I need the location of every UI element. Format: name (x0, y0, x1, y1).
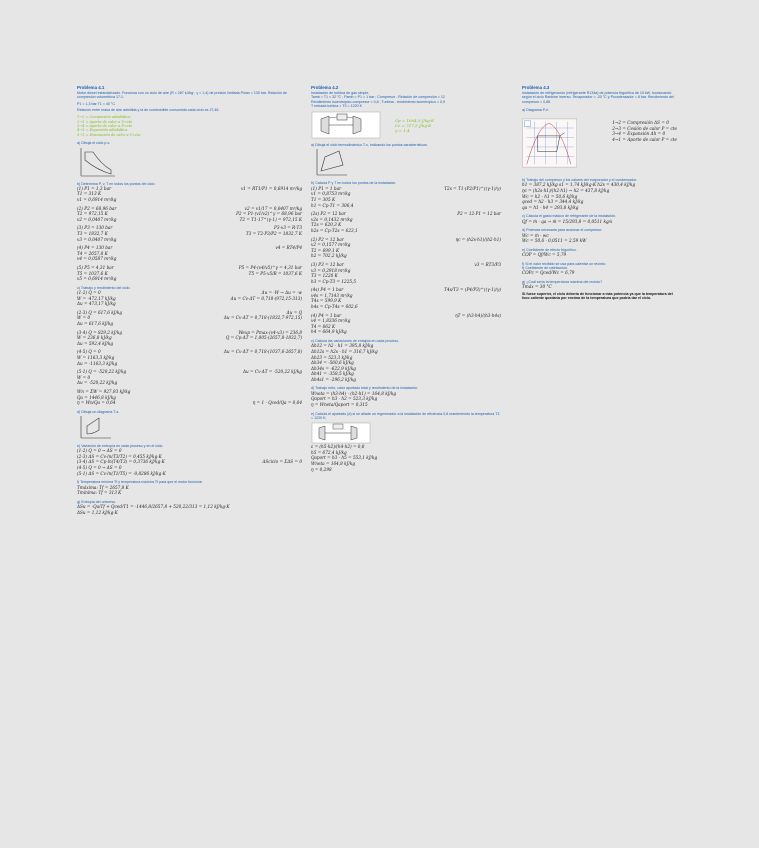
p41-c-lines (77, 290, 302, 406)
calc-line: Δh34 = -560,6 kJ/kg (311, 360, 354, 366)
p43-a-line: 4→1 = Aporte de calor P = cte (612, 136, 677, 142)
p42-sec-c: c) Calcula las variaciones de entalpía en cada proceso. (311, 339, 400, 344)
calc-left: W = 236,8 kJ/kg (77, 335, 112, 341)
calc-line: Δh34s = -622,9 kJ/kg (311, 365, 356, 371)
calc-line: Δh12 = h2 - h1 = 395,8 kJ/kg (311, 343, 374, 349)
p43-f-lines (522, 270, 677, 276)
calc-line: Wc = h2 - h1 = 50,6 kJ/kg (522, 193, 578, 199)
calc-left: Δu = 473,17 kJ/kg (77, 301, 116, 307)
calc-row (77, 237, 302, 243)
p43-a-line: 1→2 = Compresión ΔS = 0 (612, 120, 669, 126)
calc-line: Qaport = h3 - h2 = 523,3 kJ/kg (311, 396, 378, 402)
problem-4-1-column (77, 85, 302, 515)
p43-sec-a: a) Diagrama P-h (522, 107, 549, 112)
calc-line: Δh4s1 = -296,2 kJ/kg (311, 376, 356, 382)
p42-green-gamma: γ = 1,4 (395, 127, 410, 133)
calc-left: (4) P4 = 1 bar (311, 312, 342, 318)
calc-left: η = Wn/Qa = 0,64 (77, 400, 116, 406)
calc-left: v3 = 0,0407 m³/kg (77, 236, 117, 242)
calc-left: v2 = 0,0407 m³/kg (77, 216, 117, 222)
p42-b-lines (311, 186, 501, 335)
p42-sec-d: d) Trabajo neto, calor aportado total y rendimiento de la instalación. (311, 386, 419, 391)
p41-b-lines (77, 186, 302, 282)
calc-row (311, 304, 501, 310)
calc-left: (2-3) Q = 617,6 kJ/kg (77, 309, 123, 315)
calc-left: T5 = 1037,6 K (77, 270, 108, 276)
p41-green-note: 3→4 = Aporte de calor a P=cte (77, 124, 133, 128)
calc-left: h4 = 664,9 kJ/kg (311, 329, 347, 335)
p43-a-row (522, 112, 677, 174)
calc-left: (1) P1 = 1,3 bar (77, 185, 112, 191)
p43-sec-e: e) Coeficiente de efecto frigorífico. (522, 247, 577, 252)
calc-line: Wc = 50,6 · 0,0511 = 2,59 kW (522, 238, 587, 244)
calc-left: (5) P5 = 4,31 bar (77, 264, 114, 270)
calc-left: (1-2) Q = 0 → ΔS = 0 (77, 448, 122, 454)
p42-sec-e: e) Calcula el apartado (d) si se añade un regenerador a la instalación de eficiencia 0,8 manteniendo la temperatura T3 = 1220 K. (311, 411, 500, 420)
p41-g-line: ΔSu = -Qa/Tf + Qced/T1 = -1446,8/2657,8 + 520,22/313 = 1,12 kJ/kg·K (77, 504, 230, 510)
calc-left: h1 = Cp·T1 = 306,4 (311, 202, 354, 208)
calc-line: Δh23 = 523,3 kJ/kg (311, 354, 353, 360)
calc-left: W = 0 (77, 315, 91, 321)
calc-line: Qaport = h3 - h5 = 553,1 kJ/kg (311, 455, 378, 461)
p41-green-note: 4→5 = Expansión adiabática (77, 128, 128, 133)
calc-row (77, 301, 302, 307)
p42-green-cp: Cp = 1004,5 J/kg·K (395, 117, 434, 123)
calc-left: v2s = 0,1432 m³/kg (311, 216, 353, 222)
calc-line: ηc = (h2s-h1)/(h2-h1) → h2 = 437,8 kJ/kg (522, 188, 610, 194)
calc-right: P3·v3 = R·T3 (274, 225, 302, 231)
calc-left: (3-4) Q = 829,2 kJ/kg (77, 329, 123, 335)
calc-row (77, 400, 302, 406)
p42-c-lines (311, 343, 501, 382)
calc-left: h4s = Cp·T4s = 602,6 (311, 304, 358, 310)
calc-row (77, 256, 302, 262)
calc-left: (1-2) Q = 0 (77, 290, 101, 296)
p42-green-cv: Cv = 717,5 J/kg·K (395, 122, 432, 128)
p43-a-line: 2→3 = Cesión de calor P = cte (612, 125, 677, 131)
calc-left: T4s = 599,9 K (311, 298, 342, 304)
calc-left: T2 = 699,1 K (311, 247, 340, 253)
p41-title: Problema 4.1 (77, 85, 105, 90)
calc-left: (2s) P2 = 12 bar (311, 211, 346, 217)
calc-line: h1 = 387,2 kJ/kg s1 = 1,74 kJ/kg·K h2s = 430,4 kJ/kg (522, 182, 636, 188)
p41-sec-b: b) Determina P, v, T en todos los puntos del ciclo. (77, 181, 156, 186)
p43-a-notes (612, 120, 677, 142)
calc-right: Δu = Cv·ΔT = 0,718·(1832,7-972,15) (223, 315, 302, 321)
calc-right: T2s = T1·(P2/P1)^((γ-1)/γ) (444, 185, 501, 191)
calc-row (311, 228, 501, 234)
p42-green-box (395, 118, 434, 133)
calc-line: Δh41 = -358,5 kJ/kg (311, 371, 354, 377)
calc-left: v1 = 0,8753 m³/kg (311, 191, 351, 197)
p43-sec-f: f) Si el valor recibido se usa para calentar un recinto: f) Coeficiente de calefacción. (522, 261, 606, 271)
calc-right: v1 = RT1/P1 = 0,6914 m³/kg (240, 185, 302, 191)
calc-left: T1 = 313 K (77, 191, 102, 197)
calc-left: T4 = 2657,8 K (77, 250, 108, 256)
calc-left: v2 = 0,1577 m³/kg (311, 242, 351, 248)
calc-left: T3 = 1220 K (311, 273, 338, 279)
p43-title: Problema 4.3 (522, 85, 550, 90)
p43-e-lines (522, 252, 677, 258)
calc-row (77, 341, 302, 347)
p42-turbine-schematic (311, 111, 381, 139)
calc-line: Wneta = (h3-h4) - (h2-h1) = 164,8 kJ/kg (311, 390, 397, 396)
calc-left: v1 = 0,6914 m³/kg (77, 197, 117, 202)
calc-row (311, 279, 501, 285)
p41-sec-f: f) Temperatura mínima Tf y temperatura máxima Tf para que el motor funcione. (77, 480, 203, 485)
calc-right: T3 = T2·P3/P2 = 1832,7 K (245, 230, 302, 236)
calc-left: (4-5) Q = 0 (77, 349, 101, 355)
calc-row (311, 253, 501, 259)
calc-right: P5 = P4·(v4/v5)^γ = 4,31 bar (238, 264, 302, 270)
p41-statement: Motor diesel estandarizado. Funciona con un ciclo de aire (R = 287 kJ/kg·, γ = 1,4) de presión limitada Pmax = 130 bar. Relación de compresión volumétrica 17:1. (77, 91, 287, 100)
calc-line: Tmáx = 30 °C (522, 284, 552, 290)
calc-line: ε = (h5-h2)/(h4-h2) = 0,8 (311, 444, 365, 450)
calc-right: P2 = P1·(v1/v2)^γ = 68,96 bar (236, 211, 302, 217)
calc-left: (3) P3 = 12 bar (311, 261, 344, 267)
calc-right: Δu = Q (286, 309, 302, 315)
calc-right: T5 = P5·v5/R = 1037,6 K (248, 270, 302, 276)
p41-sec-c: c) Trabajo y rendimiento del ciclo. (77, 285, 131, 290)
p41-green-note: 2→3 = Aporte de calor a V=cte (77, 119, 133, 124)
calc-row (77, 361, 302, 367)
p42-statement-4: T entrada turbina = T3 = 1220 K (311, 103, 363, 108)
calc-left: (2-3) ΔS = Cv·ln(T3/T2) = 0,455 kJ/kg·K (77, 453, 162, 459)
p41-sec-a: a) Dibuja el ciclo p-v. (77, 141, 111, 146)
calc-left: v4s = 1,7143 m³/kg (311, 292, 353, 298)
p43-conclusion: Si fuese superior, el ciclo debería de funcionar a más potencia ya que la temperatura del foco caliente quedaría por encima de la temperatura que podría dar el ciclo. (522, 291, 673, 301)
p41-f-line: Tmínima: Tf = 313 K (77, 490, 122, 496)
p41-relation: Relación entre masa de aire admitida y la de combustible consumida cada ciclo es 27,45. (77, 107, 220, 112)
p43-g-lines (522, 284, 677, 290)
calc-left: T2s = 620,3 K (311, 222, 342, 228)
calc-line: Δh12s = h2s - h1 = 316,7 kJ/kg (311, 348, 378, 354)
calc-left: (2) P2 = 68,96 bar (77, 205, 117, 211)
calc-left: T3 = 1832,7 K (77, 230, 108, 236)
calc-left: v3 = 0,2918 m³/kg (311, 267, 351, 273)
calc-line: Wneta = 164,8 kJ/kg (311, 460, 355, 466)
calc-left: Qa = 1446,8 kJ/kg (77, 394, 116, 400)
calc-left: (3) P3 = 130 bar (77, 225, 113, 231)
calc-row (77, 276, 302, 282)
calc-right: ηT = (h3-h4)/(h3-h4s) (455, 312, 501, 318)
p42-e-lines (311, 444, 501, 472)
p42-title: Problema 4.2 (311, 85, 339, 90)
p42-sec-b: b) Calcula P y T en todos los puntos de la instalación. (311, 181, 397, 186)
calc-left: h2 = 702,2 kJ/kg (311, 253, 347, 259)
calc-left: T1 = 305 K (311, 196, 336, 202)
calc-right: ΔSciclo = ΣΔS = 0 (262, 459, 302, 465)
calc-right: T2 = T1·17^(γ-1) = 972,15 K (239, 216, 302, 222)
calc-right: Δu = Cv·ΔT = -520,22 kJ/kg (242, 369, 302, 375)
p41-green-notes (77, 115, 302, 137)
calc-row (311, 203, 501, 209)
p43-ph-diagram (522, 112, 577, 174)
calc-right: P2 = 12·P1 = 12 bar (457, 211, 501, 217)
calc-row (311, 329, 501, 335)
p41-sec-d: d) Dibuja un diagrama T-s. (77, 409, 120, 414)
calc-right: v2 = v1/17 = 0,0407 m³/kg (244, 205, 302, 211)
calc-line: η = Wneta/Qaport = 0,315 (311, 401, 368, 407)
calc-row (77, 471, 302, 477)
p42-sec-a: a) Dibuja el ciclo termodinámico T-s, indicando los puntos característicos. (311, 143, 428, 148)
calc-right: Wexp = Pmax·(v4-v3) = 236,8 (238, 329, 302, 335)
calc-left: Wn = ΣW = 927,93 kJ/kg (77, 388, 131, 394)
calc-left: Δu = 592,4 kJ/kg (77, 340, 114, 346)
p42-statement-1: Instalación de turbina de gas simple. (311, 91, 370, 95)
calc-right: T4s/T3 = (P4/P3)^((γ-1)/γ) (444, 287, 501, 293)
calc-row (77, 217, 302, 223)
calc-left: T2 = 972,15 K (77, 211, 108, 217)
p41-sec-e: e) Variación de entropía en cada proceso y en el ciclo. (77, 444, 164, 448)
calc-left: Δu = 617,6 kJ/kg (77, 320, 114, 326)
calc-line: Qf = ṁ · qa → ṁ = 15/293,8 = 0,0511 kg/s (522, 218, 613, 224)
calc-row (77, 380, 302, 386)
calc-left: (5-1) ΔS = Cv·ln(T1/T5) = -0,8286 kJ/kg·K (77, 470, 166, 476)
calc-left: v4 = 0,0587 m³/kg (77, 256, 117, 262)
p42-statement-2: Tamb = T1 = 32 °C ; Pamb = P1 = 1 bar ; Compresor - Relación de compresión = 12 (311, 95, 445, 100)
calc-line: qa = h1 - h4 = 293,8 kJ/kg (522, 204, 579, 210)
calc-left: W = 1163,3 kJ/kg (77, 354, 115, 360)
p42-d-lines (311, 391, 501, 408)
p41-given: P1 = 1,3 bar T1 = 40 °C (77, 101, 115, 106)
calc-right: ηc = (h2s-h1)/(h2-h1) (455, 236, 501, 242)
p41-e-lines (77, 448, 302, 476)
calc-row (77, 321, 302, 327)
p43-statement: Instalación de refrigeración (refrigerante R134a) de potencia frigorífica de 15 kW, funcionando según el ciclo Rankine inverso. Tevaporador = -20 °C y Pcondensador = 8 bar. Rendimiento del compresor = 0,85. (522, 91, 674, 104)
calc-left: h3 = Cp·T3 = 1225,5 (311, 278, 357, 284)
calc-left: (1) P1 = 1 bar (311, 185, 342, 191)
p41-g-line: ΔSu = 1,12 kJ/kg·K (77, 509, 118, 515)
p41-ts-diagram (77, 414, 113, 440)
p43-c-lines (522, 219, 677, 225)
calc-right: Δu = -W → Δu = -w (261, 290, 302, 296)
calc-line: COP = Qf/Wc = 5,79 (522, 252, 567, 258)
calc-right: Q = Cp·ΔT = 1,005·(2657,8-1832,7) (225, 335, 302, 341)
calc-left: v5 = 0,6914 m³/kg (77, 276, 117, 282)
calc-left: (3-4) ΔS = Cp·ln(T4/T3) = 0,3736 kJ/kg·K (77, 459, 165, 465)
p41-sec-g: g) Entropía del universo. (77, 499, 117, 504)
calc-line: h5 = 672,4 kJ/kg (311, 449, 347, 455)
p43-a-line: 3→4 = Expansión Δh = 0 (612, 131, 666, 137)
p41-green-note: 5→1 = Evacuación de calor a V=cte (77, 132, 141, 137)
calc-line: COPc = Qced/Wc = 6,79 (522, 270, 575, 276)
calc-right: η = 1 - Qced/Qa = 0,64 (252, 400, 302, 406)
calc-left: W = 0 (77, 374, 91, 380)
p42-regenerator-schematic (311, 422, 371, 444)
calc-right: v4 = RT4/P4 (275, 245, 302, 251)
calc-line: η = 0,298 (311, 466, 332, 472)
calc-left: v4 = 1,8336 m³/kg (311, 318, 351, 324)
p43-sec-b: b) Trabajo del compresor y los calores del evaporador y el condensador. (522, 178, 638, 183)
calc-left: (5-1) Q = -520,22 kJ/kg (77, 369, 127, 375)
calc-right: Δu = Cv·ΔT = 0,718·(972,15-313) (230, 295, 302, 301)
calc-left: h2s = Cp·T2s = 623,1 (311, 227, 358, 233)
calc-left: W = -472,17 kJ/kg (77, 295, 116, 301)
problem-4-3-column (522, 85, 677, 300)
p43-sec-c: c) Calcula el gasto másico de refrigerante de la instalación. (522, 214, 617, 219)
calc-right: v3 = RT3/P3 (474, 261, 501, 267)
calc-line: qced = h2 - h3 = 344,4 kJ/kg (522, 199, 584, 205)
p42-statement-3: Rendimiento isoentrópico compresor = 0,8 ; Turbina - rendimiento isoentrópico = 0,9 (311, 99, 446, 104)
calc-left: T4 = 662 K (311, 323, 336, 329)
calc-left: (4-5) Q = 0 → ΔS = 0 (77, 465, 122, 471)
p43-sec-d: d) Potencia necesaria para accionar el compresor. (522, 228, 603, 233)
calc-left: (4) P4 = 130 bar (77, 245, 113, 251)
p41-green-note: 1→2 = Compresión adiabática (77, 115, 131, 120)
p43-b-lines (522, 182, 677, 210)
p41-f-line: Tmáxima: Tf = 2657,8 K (77, 484, 129, 490)
p41-pv-diagram (77, 146, 117, 178)
calc-row (77, 197, 302, 203)
calc-line: Wc = ṁ · wc (522, 232, 549, 238)
calc-left: Δu = -1163,3 kJ/kg (77, 360, 118, 366)
p42-figure-row (311, 111, 501, 139)
p43-sec-g: g) ¿Cuál sería la temperatura máxima del recinto? (522, 279, 603, 284)
calc-left: (4s) P4 = 1 bar (311, 287, 344, 293)
p42-ts-diagram (313, 147, 349, 177)
problem-4-2-column (311, 85, 501, 472)
calc-left: (2) P2 = 12 bar (311, 236, 344, 242)
p43-d-lines (522, 233, 677, 244)
calc-right: Δu = Cv·ΔT = 0,718·(1037,6-2657,8) (223, 349, 302, 355)
calc-left: Δu = -520,22 kJ/kg (77, 380, 118, 386)
